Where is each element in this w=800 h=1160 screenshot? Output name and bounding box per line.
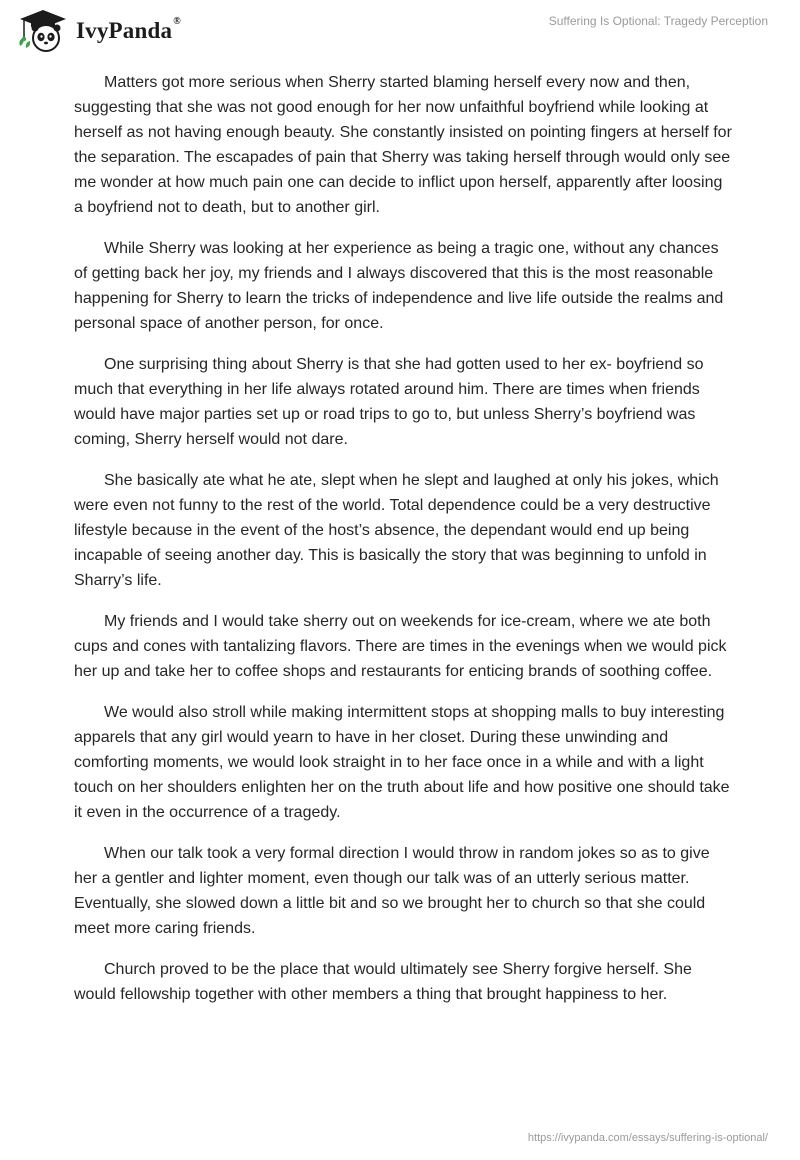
brand-name	[76, 18, 181, 44]
paragraph: Church proved to be the place that would ultimately see Sherry forgive herself. She would fellowship together with other members a thing that brought happiness to her.	[74, 961, 692, 1003]
paragraph: She basically ate what he ate, slept when he slept and laughed at only his jokes, which were even not funny to the rest of the world. Total dependence could be a very destructive lifestyle because in the event of the host’s absence, the dependant would end up being incapable of seeing another day. This is basically the story that was beginning to unfold in Sharry’s life.	[74, 472, 719, 589]
panda-graduate-icon	[16, 8, 70, 54]
page-header	[0, 0, 800, 60]
paragraph: One surprising thing about Sherry is that she had gotten used to her ex- boyfriend so much that everything in her life always rotated around him. There are times when friends would have major parties set up or road trips to go to, but unless Sherry’s boyfriend was coming, Sherry herself would not dare.	[74, 356, 704, 448]
ivypanda-logo[interactable]	[16, 8, 181, 54]
paragraph: While Sherry was looking at her experience as being a tragic one, without any chances of getting back her joy, my friends and I always discovered that this is the most reasonable happening for Sherry to learn the tricks of independence and live life outside the realms and personal space of another person, for once.	[74, 240, 724, 332]
source-url[interactable]: https://ivypanda.com/essays/suffering-is-optional/	[527, 1132, 768, 1144]
brand-wordmark: IvyPanda	[76, 18, 173, 43]
document-title: Suffering Is Optional: Tragedy Perception	[548, 14, 768, 28]
paragraph: We would also stroll while making intermittent stops at shopping malls to buy interesting apparels that any girl would yearn to have in her closet. During these unwinding and comforting moments, we would look straight in to her face once in a while and with a light touch on her shoulders enlighten her on the truth about life and how positive one should take it even in the occurrence of a tragedy.	[74, 704, 730, 821]
paragraph: When our talk took a very formal direction I would throw in random jokes so as to give her a gentler and lighter moment, even though our talk was of an utterly serious matter. Eventually, she slowed down a little bit and so we brought her to church so that she could meet more caring friends.	[74, 845, 710, 937]
registered-mark: ®	[173, 16, 181, 27]
paragraph: Matters got more serious when Sherry started blaming herself every now and then, suggesting that she was not good enough for her now unfaithful boyfriend while looking at herself as not having enough beauty. She constantly insisted on pointing fingers at herself for the separation. The escapades of pain that Sherry was taking herself through would only see me wonder at how much pain one can decide to inflict upon herself, apparently after loosing a boyfriend not to death, but to another girl.	[74, 74, 732, 216]
essay-body	[74, 70, 734, 1023]
paragraph: My friends and I would take sherry out on weekends for ice-cream, where we ate both cups and cones with tantalizing flavors. There are times in the evenings when we would pick her up and take her to coffee shops and restaurants for enticing brands of soothing coffee.	[74, 613, 727, 680]
